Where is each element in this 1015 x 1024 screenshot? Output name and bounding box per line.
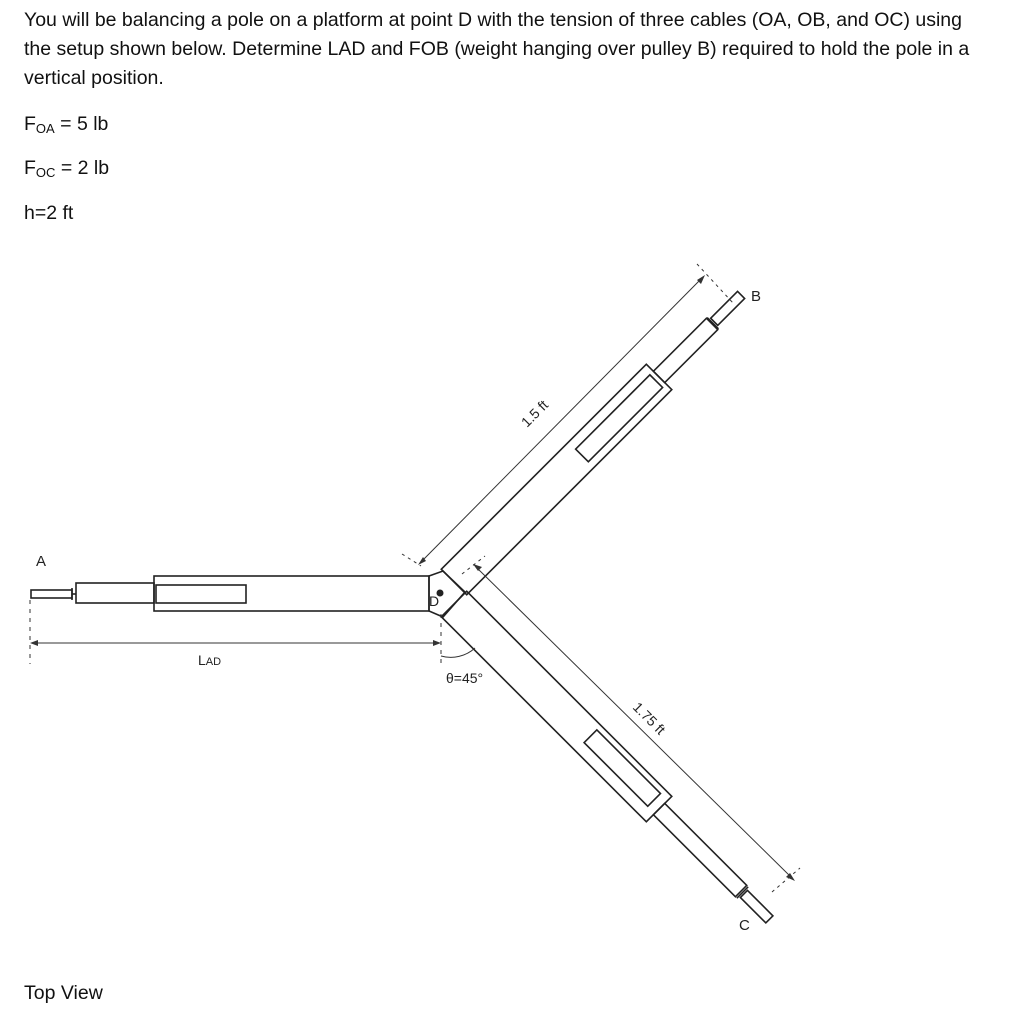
arm-oa-main-tube [154, 576, 429, 611]
lad-dimension [30, 600, 441, 664]
oc-arrow-start [473, 564, 482, 571]
oc-dimension [462, 556, 800, 892]
given-foc-symbol: F [24, 157, 36, 179]
lad-arrow-right [433, 640, 441, 646]
oc-dimension-line [476, 567, 792, 878]
arm-ob-mid-tube [653, 318, 717, 382]
arm-oc-mid-tube [653, 803, 746, 896]
arm-oa-end-tube [31, 590, 72, 598]
given-foc-subscript: OC [35, 165, 56, 180]
label-c: C [739, 917, 750, 934]
lad-arrow-left [30, 640, 38, 646]
oc-arrow-end [786, 873, 795, 881]
ob-dimension [402, 264, 733, 566]
arm-ob-inner-slot [576, 375, 663, 462]
label-ob-length: 1.5 ft [517, 396, 552, 431]
label-b: B [751, 288, 762, 305]
arm-ob [441, 282, 754, 595]
arm-oc [441, 591, 782, 932]
problem-statement: You will be balancing a pole on a platform at point D with the tension of three cables (OA, OB, and OC) using the setup shown below. Determine LAD and FOB (weight hanging over pulley B) required to hold the pole in a vertical position. [24, 9, 970, 89]
label-a: A [36, 553, 47, 570]
label-lad [198, 652, 221, 668]
ob-extension-start [402, 554, 421, 566]
arm-oa-mid-tube [76, 583, 154, 603]
ob-extension-end [697, 264, 733, 303]
top-view-label: Top View [24, 982, 103, 1004]
label-oc-length: 1.75 ft [629, 698, 669, 738]
theta-arc [441, 648, 475, 657]
ob-dimension-line [421, 278, 702, 562]
label-lad-main: L [198, 652, 206, 668]
arm-oa-inner-slot [156, 585, 246, 603]
given-foa-subscript: OA [35, 121, 55, 136]
given-foc-value: = 2 lb [60, 157, 110, 179]
label-d: D [429, 593, 440, 609]
given-foa-symbol: F [24, 113, 36, 135]
label-theta: θ=45° [446, 670, 484, 686]
arm-ob-main-tube [441, 364, 672, 595]
oc-extension-start [462, 556, 485, 574]
ob-arrow-end [697, 275, 705, 284]
given-foa-value: = 5 lb [60, 113, 109, 135]
label-lad-sub: AD [205, 656, 222, 668]
arm-oc-inner-slot [584, 730, 660, 806]
arm-oa [31, 576, 429, 611]
given-h: h=2 ft [24, 202, 74, 224]
